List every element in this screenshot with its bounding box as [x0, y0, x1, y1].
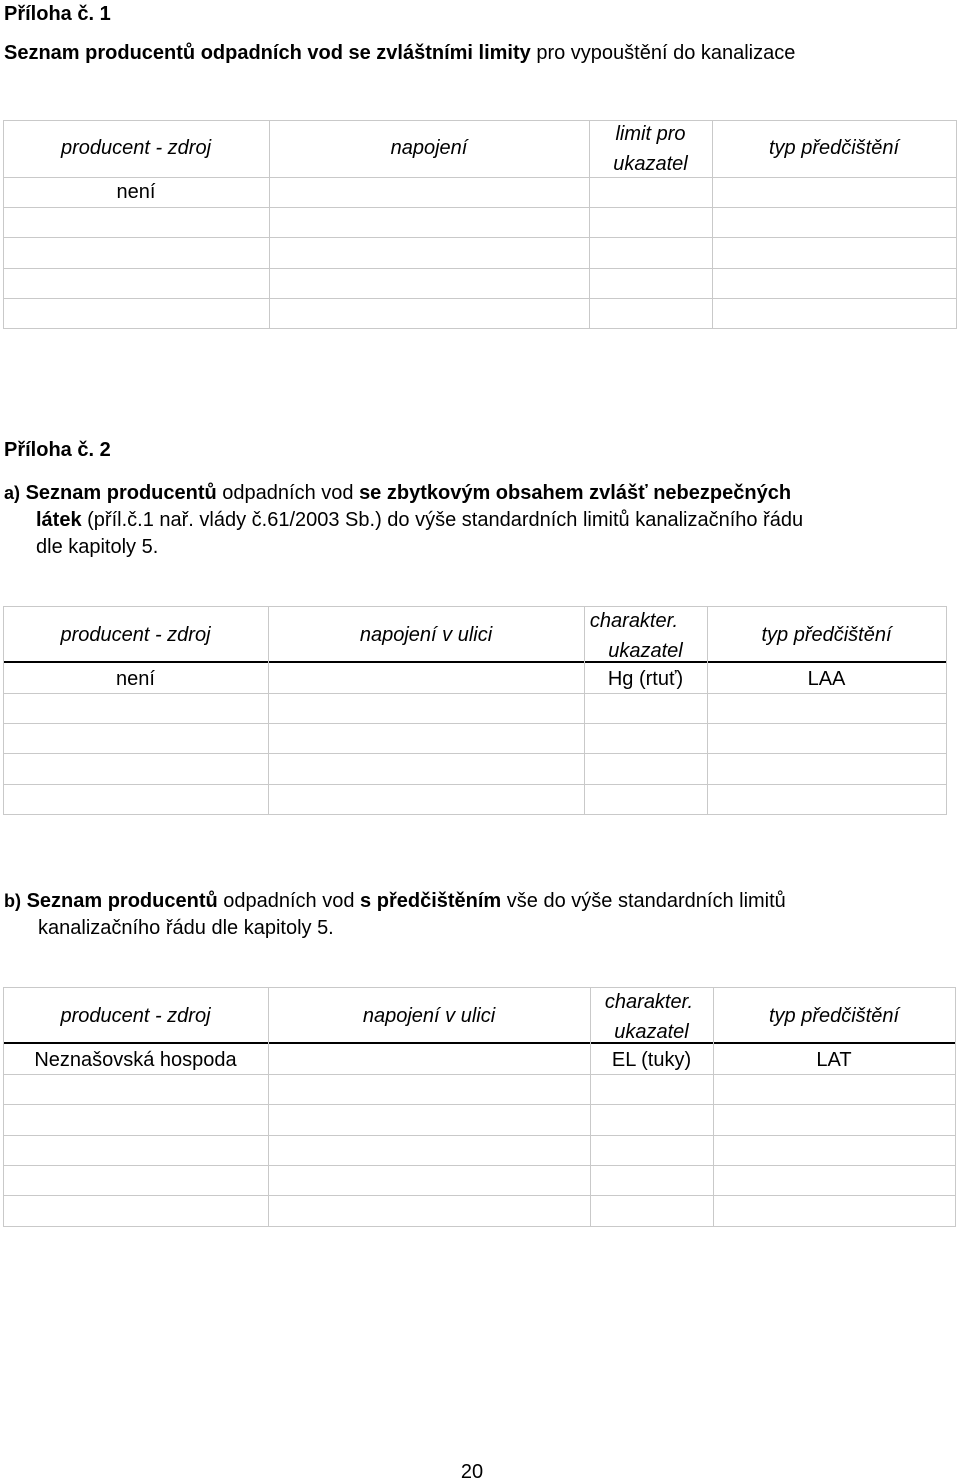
annex1-header-pretreatment: typ předčištění [768, 137, 900, 159]
annex1-heading-rest: pro vypouštění do kanalizace [530, 42, 796, 64]
annex2b-header-connection: napojení v ulici [362, 1005, 496, 1027]
annex2b-seg3: s předčištěním [360, 890, 502, 912]
annex2a-cell-pretreatment: LAA [807, 668, 846, 690]
annex1-header-producer: producent - zdroj [60, 137, 212, 159]
annex1-title: Příloha č. 1 [4, 3, 111, 25]
annex2b-seg1: Seznam producentů [26, 890, 218, 912]
annex2a-header-connection: napojení v ulici [359, 624, 493, 646]
annex2b-cell-producer: Neznašovská hospoda [34, 1049, 237, 1071]
annex2b-header-character: charakter. [604, 991, 694, 1013]
page-number: 20 [460, 1461, 484, 1483]
annex2a-seg4: látek [36, 509, 82, 531]
annex2a-header-character: charakter. [589, 610, 679, 632]
annex2a-header-indicator: ukazatel [608, 640, 683, 662]
annex2b-header-pretreatment: typ předčištění [768, 1005, 900, 1027]
annex1-header-indicator: ukazatel [613, 153, 688, 175]
annex2-title-text: Příloha č. 2 [4, 439, 111, 461]
annex1-heading-bold: Seznam producentů odpadních vod se zvláštními limity [4, 42, 531, 64]
annex1-cell-producer: není [116, 181, 156, 203]
annex2a-marker: a) [4, 483, 21, 503]
annex1-header-limit: limit pro [615, 123, 686, 145]
annex2a-seg3: se zbytkovým obsahem zvlášť nebezpečných [359, 482, 792, 504]
annex2a-header-producer: producent - zdroj [60, 624, 211, 646]
annex2b-cell-indicator: EL (tuky) [611, 1049, 692, 1071]
annex2a-seg1: Seznam producentů [25, 482, 217, 504]
annex2a-seg5: (příl.č.1 nař. vlády č.61/2003 Sb.) do výše standardních limitů kanalizačního řádu [81, 509, 804, 531]
annex2b-seg2: odpadních vod [217, 890, 361, 912]
annex2b-header-indicator: ukazatel [614, 1021, 689, 1043]
annex2a-line3: dle kapitoly 5. [36, 536, 159, 558]
annex2a-seg2: odpadních vod [216, 482, 360, 504]
annex2b-seg4: vše do výše standardních limitů [501, 890, 786, 912]
annex2b-header-producer: producent - zdroj [60, 1005, 211, 1027]
annex2b-cell-pretreatment: LAT [816, 1049, 852, 1071]
annex2a-header-pretreatment: typ předčištění [761, 624, 892, 646]
annex2a-cell-producer: není [116, 668, 155, 690]
annex2b-line2: kanalizačního řádu dle kapitoly 5. [38, 917, 334, 939]
annex2a-cell-indicator: Hg (rtuť) [607, 668, 684, 690]
annex1-header-connection: napojení [390, 137, 468, 159]
annex2b-marker: b) [4, 891, 21, 911]
